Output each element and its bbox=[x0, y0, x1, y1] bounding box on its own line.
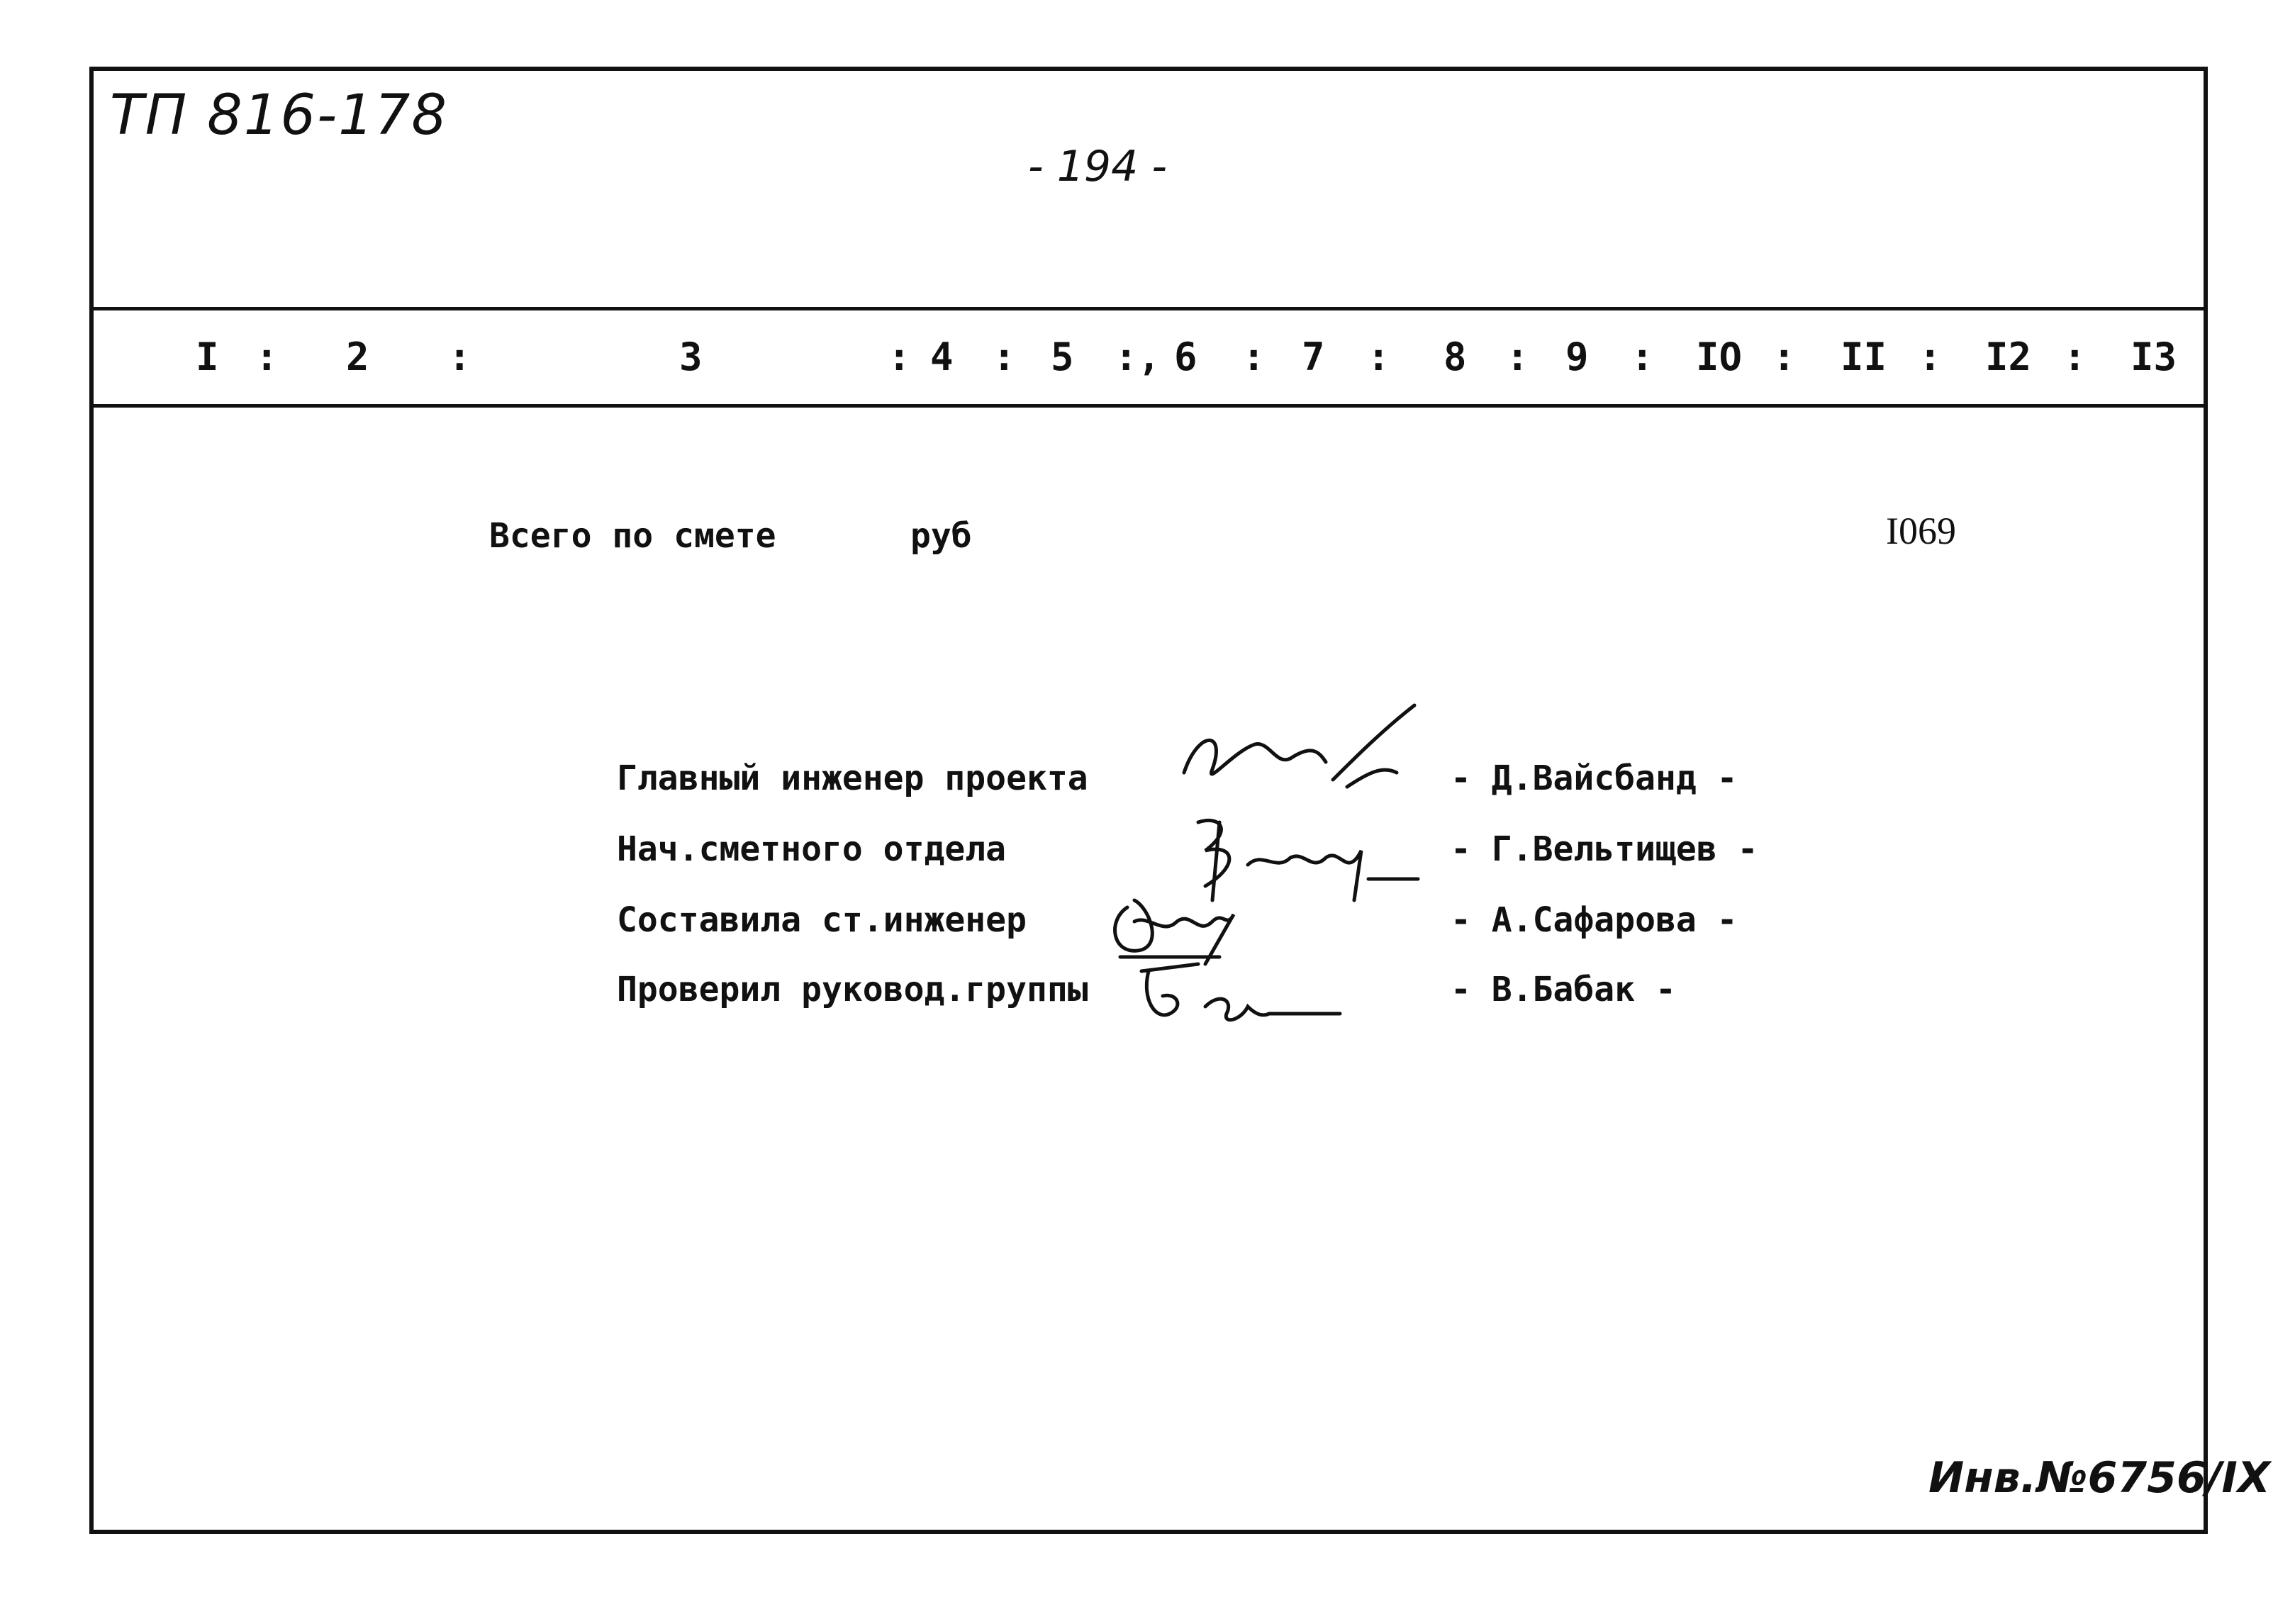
column-number: IO bbox=[1696, 335, 1743, 379]
column-number: I2 bbox=[1985, 335, 2032, 379]
column-separator: : bbox=[888, 335, 911, 379]
column-separator: : bbox=[993, 335, 1016, 379]
handwritten-signature-1 bbox=[1170, 702, 1425, 801]
document-code: ТП 816-178 bbox=[110, 84, 448, 147]
inventory-number: Инв.№6756/IX bbox=[1928, 1453, 2271, 1503]
signature-name: - Г.Вельтищев - bbox=[1451, 829, 1758, 869]
column-number: 4 bbox=[930, 335, 954, 379]
column-separator: : bbox=[448, 335, 471, 379]
signature-role: Нач.сметного отдела bbox=[617, 829, 1007, 869]
column-separator: : bbox=[1367, 335, 1390, 379]
column-separator: : bbox=[1631, 335, 1654, 379]
column-number: 5 bbox=[1051, 335, 1074, 379]
signature-role: Составила ст.инженер bbox=[617, 900, 1027, 940]
column-number: I bbox=[196, 335, 219, 379]
signature-role: Проверил руковод.группы bbox=[617, 970, 1088, 1009]
page-number: - 194 - bbox=[1028, 142, 1167, 191]
column-separator: : bbox=[1242, 335, 1266, 379]
column-number: 2 bbox=[346, 335, 369, 379]
column-separator: :, bbox=[1115, 335, 1161, 379]
signature-name: - А.Сафарова - bbox=[1451, 900, 1738, 940]
page-frame bbox=[89, 67, 2208, 1534]
signature-name: - Д.Вайсбанд - bbox=[1451, 758, 1738, 798]
total-unit: руб bbox=[910, 516, 972, 556]
total-value: I069 bbox=[1886, 510, 1956, 552]
column-separator: : bbox=[255, 335, 279, 379]
signature-name: - В.Бабак - bbox=[1451, 970, 1676, 1009]
column-number: II bbox=[1841, 335, 1887, 379]
total-label: Всего по смете bbox=[489, 516, 776, 556]
column-header-divider bbox=[89, 404, 2208, 408]
column-number: I3 bbox=[2131, 335, 2177, 379]
column-number: 7 bbox=[1302, 335, 1325, 379]
column-number: 9 bbox=[1565, 335, 1589, 379]
column-separator: : bbox=[1919, 335, 1942, 379]
column-number: 8 bbox=[1444, 335, 1467, 379]
column-separator: : bbox=[1772, 335, 1796, 379]
column-number: 3 bbox=[679, 335, 703, 379]
column-number: 6 bbox=[1174, 335, 1197, 379]
signature-role: Главный инженер проекта bbox=[617, 758, 1088, 798]
header-divider bbox=[89, 307, 2208, 310]
handwritten-signature-4 bbox=[1127, 957, 1354, 1035]
column-separator: : bbox=[1506, 335, 1529, 379]
column-separator: : bbox=[2063, 335, 2087, 379]
